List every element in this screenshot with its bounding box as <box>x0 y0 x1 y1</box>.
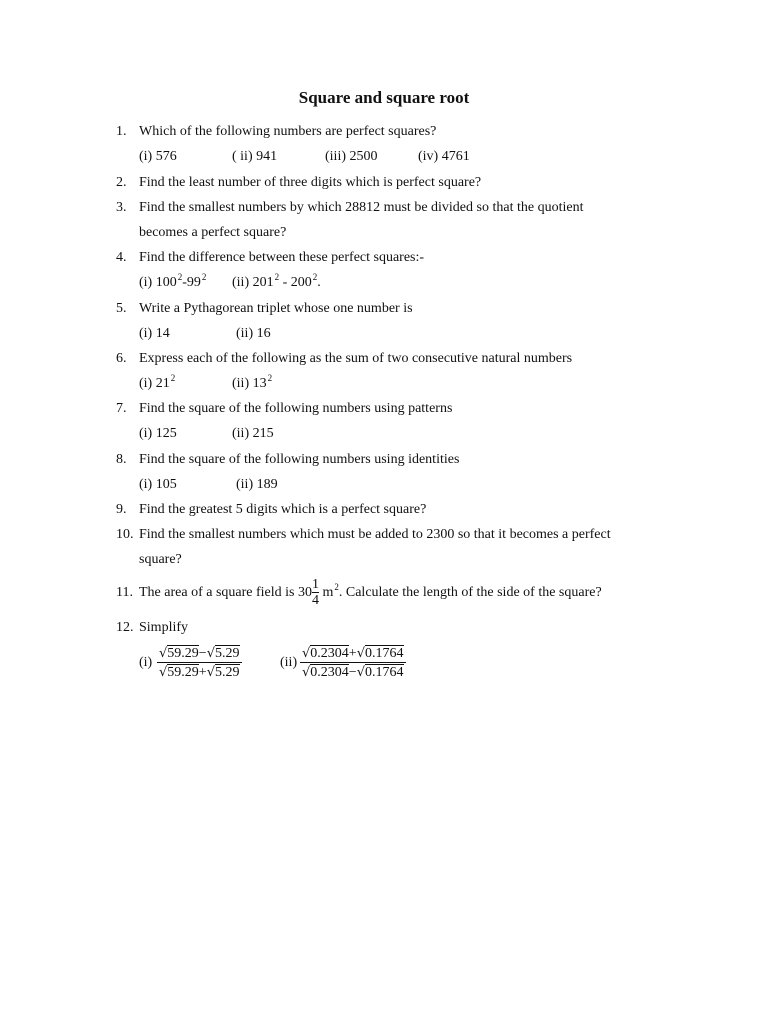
question-text: Find the square of the following numbers using patterns <box>139 401 453 416</box>
option: (i) 14 <box>139 326 170 341</box>
option-label: (ii) <box>280 655 298 670</box>
question-text: Write a Pythagorean triplet whose one number is <box>139 301 413 316</box>
option: (i) 576 <box>139 149 177 164</box>
question-text: Find the smallest numbers which must be added to 2300 so that it becomes a perfect <box>139 527 611 542</box>
question-number: 1. <box>116 124 127 139</box>
question-number: 6. <box>116 351 127 366</box>
question-number: 4. <box>116 250 127 265</box>
option-label: (i) <box>139 655 153 670</box>
option: (ii) 16 <box>236 326 271 341</box>
question-text: Which of the following numbers are perfect squares? <box>139 124 437 139</box>
option: (ii) 189 <box>236 477 278 492</box>
page-title: Square and square root <box>298 88 470 107</box>
question-number: 2. <box>116 175 127 190</box>
question-text: Find the smallest numbers by which 28812 must be divided so that the quotient <box>139 200 584 215</box>
option: (i) 105 <box>139 477 177 492</box>
question-number: 10. <box>116 527 134 542</box>
expression-fraction: $\frac{√0.2304+√0.1764}{√0.2304-√0.1764}$ <box>302 646 404 680</box>
question-number: 12. <box>116 620 134 635</box>
question-number: 5. <box>116 301 127 316</box>
question-number: 8. <box>116 452 127 467</box>
question-text: Find the least number of three digits which is perfect square? <box>139 175 482 190</box>
question-text: becomes a perfect square? <box>139 225 287 240</box>
option: (i) $21^2$ <box>139 373 176 391</box>
option: (iii) 2500 <box>325 149 378 164</box>
question-number: 7. <box>116 401 127 416</box>
question-number: 3. <box>116 200 127 215</box>
option: (ii) 215 <box>232 426 274 441</box>
option: (i) $100^2-99^2$ <box>139 272 207 290</box>
question-text: Find the square of the following numbers using identities <box>139 452 460 467</box>
question-text: Simplify <box>139 620 189 635</box>
option: ( ii) 941 <box>232 149 278 164</box>
option: (i) 125 <box>139 426 177 441</box>
question-text: The area of a square field is 30 $\frac{1}{4}$ $m^2$. Calculate the length of the side of the square? <box>139 576 602 608</box>
option: (ii) $13^2$ <box>232 373 273 391</box>
option: (ii) $201^2 - 200^2$. <box>232 272 321 290</box>
question-text: Find the difference between these perfect squares:- <box>139 250 425 265</box>
question-number: 11. <box>116 585 133 600</box>
question-number: 9. <box>116 502 127 517</box>
question-text: Express each of the following as the sum of two consecutive natural numbers <box>139 351 573 366</box>
question-text: square? <box>139 552 182 567</box>
question-text: Find the greatest 5 digits which is a perfect square? <box>139 502 427 517</box>
mixed-fraction: $\frac{1}{4}$ <box>311 576 319 608</box>
expression-fraction: $\frac{√59.29-√5.29}{√59.29+√5.29}$ <box>159 646 240 680</box>
option: (iv) 4761 <box>418 149 470 164</box>
